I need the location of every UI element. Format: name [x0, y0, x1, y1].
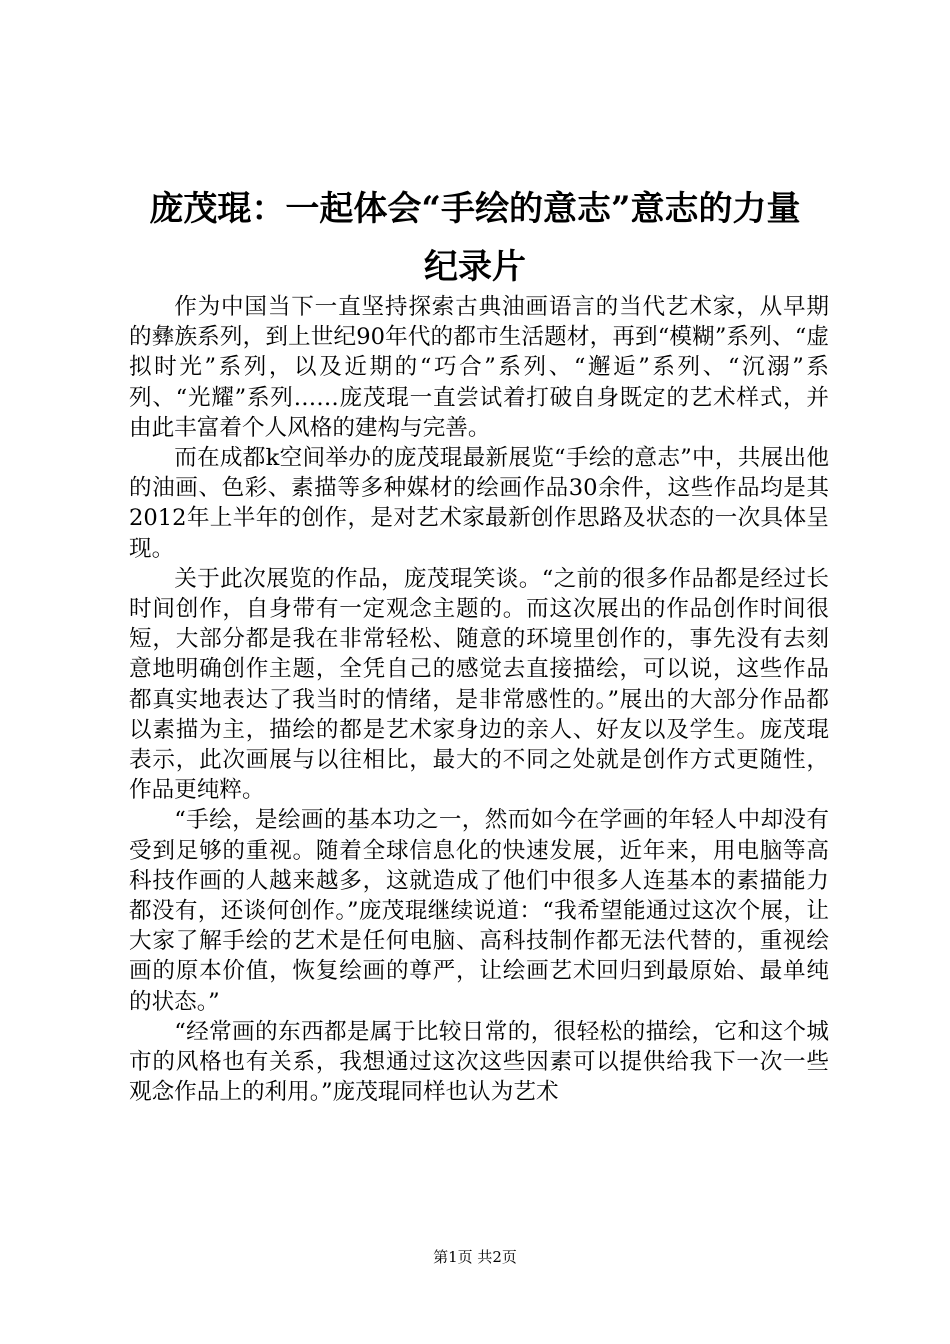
- page-footer: 第1页 共2页: [433, 1248, 517, 1266]
- paragraph: “手绘，是绘画的基本功之一，然而如今在学画的年轻人中却没有受到足够的重视。随着全球信息化的快速发展，近年来，用电脑等高科技作画的人越来越多，这就造成了他们中很多人连基本的素描能力都没有，还谈何创作。”庞茂琨继续说道：“我希望能通过这次个展，让大家了解手绘的艺术是任何电脑、高科技制作都无法代替的，重视绘画的原本价值，恢复绘画的尊严，让绘画艺术回归到最原始、最单纯的状态。”: [129, 807, 829, 1015]
- paragraph: “经常画的东西都是属于比较日常的，很轻松的描绘，它和这个城市的风格也有关系，我想通过这次这些因素可以提供给我下一次一些观念作品上的利用。”庞茂琨同样也认为艺术: [129, 1018, 829, 1106]
- document-body: [129, 292, 829, 1107]
- document-title: 庞茂琨：一起体会“手绘的意志”意志的力量: [149, 189, 801, 229]
- document-title-continued: 纪录片: [424, 247, 526, 287]
- paragraph: 而在成都k空间举办的庞茂琨最新展览“手绘的意志”中，共展出他的油画、色彩、素描等多种媒材的绘画作品30余件，这些作品均是其2012年上半年的创作，是对艺术家最新创作思路及状态的一次具体呈现。: [129, 445, 829, 562]
- paragraph: 作为中国当下一直坚持探索古典油画语言的当代艺术家，从早期的彝族系列，到上世纪90年代的都市生活题材，再到“模糊”系列、“虚拟时光”系列，以及近期的“巧合”系列、“邂逅”系列、“沉溺”系列、“光耀”系列……庞茂琨一直尝试着打破自身既定的艺术样式，并由此丰富着个人风格的建构与完善。: [129, 294, 829, 441]
- paragraph: 关于此次展览的作品，庞茂琨笑谈。“之前的很多作品都是经过长时间创作，自身带有一定观念主题的。而这次展出的作品创作时间很短，大部分都是我在非常轻松、随意的环境里创作的，事先没有去刻意地明确创作主题，全凭自己的感觉去直接描绘，可以说，这些作品都真实地表达了我当时的情绪，是非常感性的。”展出的大部分作品都以素描为主，描绘的都是艺术家身边的亲人、好友以及学生。庞茂琨表示，此次画展与以往相比，最大的不同之处就是创作方式更随性，作品更纯粹。: [129, 565, 829, 804]
